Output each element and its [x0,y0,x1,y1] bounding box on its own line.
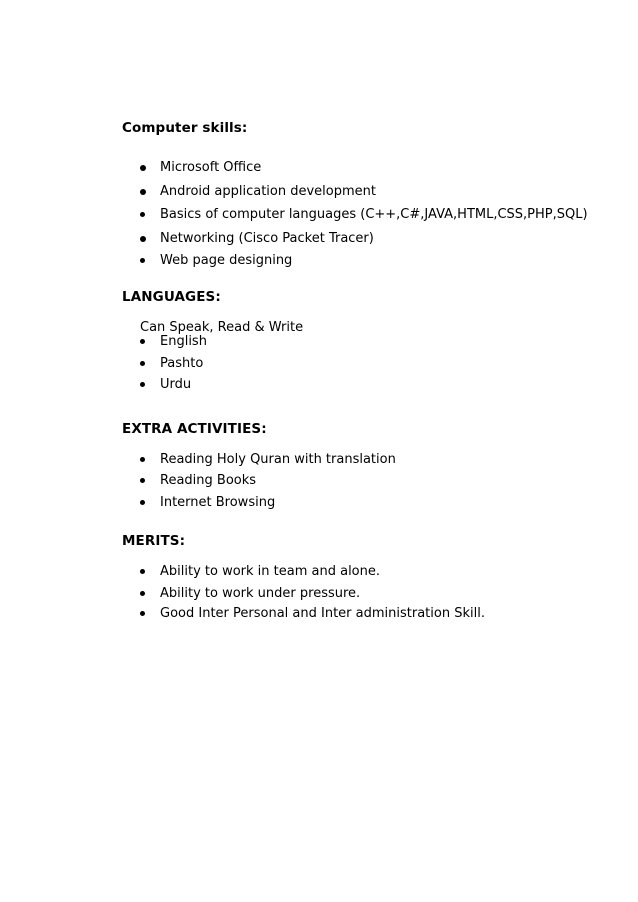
list-item-label: Android application development [160,184,376,199]
bullet-icon [140,382,145,387]
bullet-icon [140,165,146,171]
list-item-label: Pashto [160,356,204,371]
list-item-label: Urdu [160,377,192,392]
list-item-label: Reading Books [160,473,257,488]
bullet-icon [140,500,145,505]
bullet-icon [140,591,145,596]
list-item-label: Microsoft Office [160,160,262,175]
list-item-label: Web page designing [160,253,293,268]
languages-intro: Can Speak, Read & Write [140,320,304,335]
bullet-icon [140,361,145,366]
bullet-icon [140,339,145,344]
bullet-icon [140,236,146,242]
bullet-icon [140,212,145,217]
list-item-label: Ability to work under pressure. [160,586,361,601]
bullet-icon [140,478,145,483]
bullet-icon [140,569,145,574]
extra-activities-heading: EXTRA ACTIVITIES: [122,421,267,437]
merits-heading: MERITS: [122,533,186,549]
list-item-label: Basics of computer languages (C++,C#,JAVA,HTML,CSS,PHP,SQL) [160,207,588,222]
bullet-icon [140,258,145,263]
languages-heading: LANGUAGES: [122,289,221,305]
bullet-icon [140,611,145,616]
list-item-label: Reading Holy Quran with translation [160,452,396,467]
computer-skills-heading: Computer skills: [122,120,248,136]
bullet-icon [140,189,146,195]
list-item-label: Networking (Cisco Packet Tracer) [160,231,374,246]
list-item-label: English [160,334,207,349]
list-item-label: Internet Browsing [160,495,276,510]
bullet-icon [140,457,145,462]
list-item-label: Ability to work in team and alone. [160,564,381,579]
list-item-label: Good Inter Personal and Inter administration Skill. [160,606,485,621]
